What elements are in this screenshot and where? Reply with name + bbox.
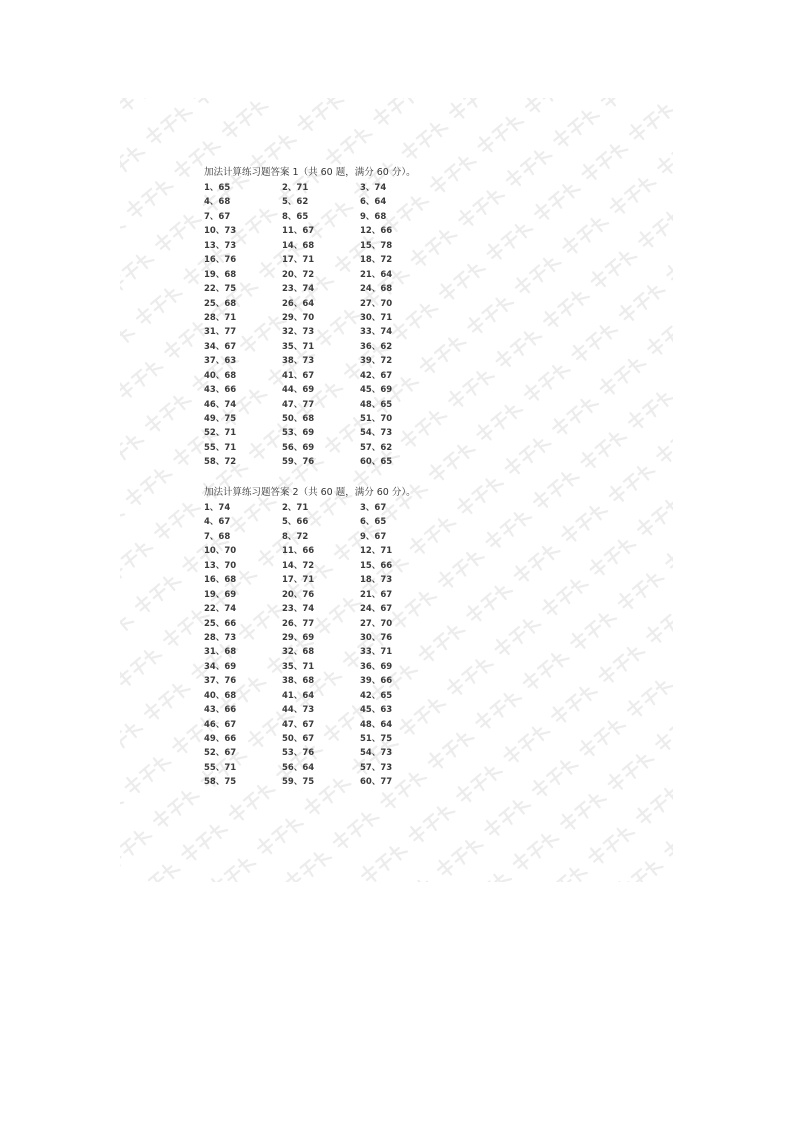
watermark-glyph	[587, 533, 637, 579]
answer-item: 8、65	[282, 211, 309, 222]
watermark-glyph	[120, 98, 165, 113]
watermark-glyph	[267, 98, 317, 101]
watermark-glyph	[160, 603, 210, 649]
answer-item: 1、74	[204, 503, 231, 513]
answer-item: 19、69	[204, 589, 237, 600]
answer-item: 55、71	[204, 442, 237, 453]
answer-item: 27、70	[360, 618, 393, 629]
answer-item: 29、70	[282, 312, 315, 323]
watermark-glyph	[120, 214, 126, 260]
watermark-glyph	[652, 707, 673, 753]
answer-item: 4、68	[204, 197, 231, 208]
answer-item: 18、72	[360, 255, 393, 266]
watermark-glyph	[462, 867, 512, 882]
watermark-glyph	[521, 358, 571, 404]
answer-item: 54、73	[360, 428, 393, 439]
answer-item: 18、73	[360, 575, 393, 586]
watermark-glyph	[586, 821, 636, 867]
answer-item: 40、68	[204, 690, 237, 701]
answer-item: 16、76	[204, 255, 237, 266]
section-title: 加法计算练习题答案 2（共 60 题，满分 60 分）。	[204, 487, 416, 498]
answer-item: 26、64	[282, 298, 315, 309]
answer-item: 25、66	[204, 618, 237, 629]
watermark-glyph	[569, 318, 619, 364]
watermark-glyph	[123, 462, 173, 508]
watermark-glyph	[511, 539, 561, 585]
answer-item: 19、68	[204, 269, 237, 280]
answer-item: 12、66	[360, 226, 393, 237]
watermark-glyph	[120, 502, 125, 548]
watermark-glyph	[635, 205, 673, 251]
watermark-glyph	[465, 291, 515, 337]
answer-item: 46、67	[204, 719, 237, 730]
answer-item: 41、67	[282, 370, 315, 381]
answer-item: 53、76	[282, 748, 315, 759]
answer-item: 41、64	[282, 690, 315, 701]
watermark-glyph	[124, 174, 174, 220]
watermark-glyph	[503, 144, 553, 190]
watermark-glyph	[283, 845, 333, 882]
answer-item: 58、72	[204, 457, 237, 468]
watermark-glyph	[530, 465, 580, 511]
watermark-glyph	[539, 573, 589, 619]
watermark-glyph	[550, 104, 600, 150]
watermark-glyph	[219, 98, 269, 141]
watermark-glyph	[473, 686, 523, 732]
watermark-glyph	[672, 634, 673, 680]
watermark-glyph	[558, 499, 608, 545]
answer-item: 2、71	[282, 503, 309, 513]
answer-item: 47、67	[282, 719, 315, 730]
answer-item: 42、65	[360, 690, 393, 701]
watermark-glyph	[493, 324, 543, 370]
answer-item: 60、77	[360, 777, 393, 788]
answer-item: 27、70	[360, 298, 393, 309]
answer-item: 47、77	[282, 399, 315, 410]
watermark-glyph	[142, 389, 192, 435]
answer-item: 44、73	[282, 705, 315, 716]
answer-item: 33、71	[360, 647, 393, 658]
answer-item: 48、64	[360, 719, 393, 730]
watermark-glyph	[323, 122, 373, 168]
answer-item: 31、68	[204, 647, 237, 658]
answer-item: 49、66	[204, 734, 237, 744]
watermark-glyph	[484, 217, 534, 263]
answer-item: 39、72	[360, 356, 393, 367]
answer-section-1	[204, 166, 464, 470]
watermark-glyph	[607, 171, 657, 217]
answer-grid	[204, 501, 464, 790]
answer-item: 23、74	[282, 604, 315, 615]
answer-item: 43、66	[204, 705, 237, 716]
watermark-glyph	[549, 392, 599, 438]
watermark-glyph	[434, 833, 484, 879]
answer-item: 46、74	[204, 399, 237, 410]
watermark-glyph	[522, 98, 572, 116]
answer-item: 4、67	[204, 517, 231, 528]
watermark-glyph	[663, 527, 673, 573]
answer-item: 21、64	[360, 269, 393, 280]
answer-item: 17、71	[282, 575, 315, 586]
answer-item: 51、75	[360, 734, 393, 744]
answer-item: 28、73	[204, 632, 237, 643]
watermark-glyph	[143, 101, 193, 147]
watermark-glyph	[120, 824, 153, 870]
answer-item: 37、76	[204, 676, 237, 687]
watermark-glyph	[371, 98, 421, 128]
answer-item: 11、66	[282, 546, 315, 557]
answer-item: 30、76	[360, 632, 393, 643]
answer-grid	[204, 181, 464, 470]
watermark-glyph	[120, 429, 145, 475]
watermark-glyph	[179, 818, 229, 864]
answer-item: 8、72	[282, 531, 309, 542]
watermark-glyph	[538, 861, 588, 882]
answer-item: 52、71	[204, 428, 237, 439]
answer-item: 45、63	[360, 705, 393, 716]
watermark-glyph	[120, 717, 144, 763]
answer-item: 43、66	[204, 385, 237, 396]
watermark-glyph	[626, 98, 673, 143]
answer-item: 5、62	[282, 197, 309, 208]
answer-item: 57、62	[360, 442, 393, 453]
watermark-glyph	[464, 579, 514, 625]
answer-item: 53、69	[282, 428, 315, 439]
answer-item: 57、73	[360, 762, 393, 773]
answer-item: 54、73	[360, 748, 393, 759]
watermark-glyph	[120, 355, 164, 401]
watermark-glyph	[131, 858, 181, 882]
answer-item: 24、67	[360, 604, 393, 615]
watermark-glyph	[120, 141, 146, 187]
watermark-glyph	[510, 827, 560, 873]
answer-item: 33、74	[360, 327, 393, 338]
watermark-glyph	[399, 116, 449, 162]
watermark-glyph	[254, 812, 304, 858]
answer-item: 21、67	[360, 589, 393, 600]
answer-item: 55、71	[204, 762, 237, 773]
watermark-glyph	[133, 282, 183, 328]
answer-item: 6、65	[360, 517, 387, 528]
answer-item: 22、75	[204, 284, 237, 295]
answer-item: 35、71	[282, 341, 315, 352]
answer-item: 56、64	[282, 762, 315, 773]
watermark-glyph	[625, 386, 673, 432]
answer-item: 50、68	[282, 414, 315, 424]
watermark-glyph	[512, 251, 562, 297]
answer-item: 13、73	[204, 240, 237, 251]
answer-item: 44、69	[282, 385, 315, 396]
watermark-glyph	[529, 753, 579, 799]
answer-item: 1、65	[204, 183, 231, 193]
answer-item: 51、70	[360, 414, 393, 424]
watermark-glyph	[474, 398, 524, 444]
answer-item: 34、69	[204, 661, 237, 672]
watermark-glyph	[150, 784, 200, 830]
answer-item: 20、76	[282, 589, 315, 600]
watermark-glyph	[568, 606, 618, 652]
answer-item: 32、68	[282, 647, 315, 658]
watermark-glyph	[502, 432, 552, 478]
watermark-glyph	[655, 131, 673, 177]
watermark-glyph	[475, 110, 525, 156]
answer-item: 52、67	[204, 748, 237, 759]
answer-item: 10、70	[204, 546, 237, 557]
watermark-glyph	[311, 879, 361, 882]
watermark-glyph	[207, 852, 257, 882]
answer-item: 37、63	[204, 356, 237, 367]
watermark-glyph	[578, 425, 628, 471]
answer-item: 36、62	[360, 341, 393, 352]
answer-item: 40、68	[204, 370, 237, 381]
watermark-glyph	[644, 312, 673, 358]
watermark-glyph	[615, 566, 665, 612]
watermark-glyph	[540, 285, 590, 331]
answer-item: 59、76	[282, 457, 315, 468]
answer-item: 3、74	[360, 183, 387, 193]
answer-item: 38、68	[282, 676, 315, 687]
answer-item: 25、68	[204, 298, 237, 309]
watermark-glyph	[596, 640, 646, 686]
answer-item: 12、71	[360, 546, 393, 557]
answer-item: 3、67	[360, 503, 387, 513]
watermark-glyph	[151, 496, 201, 542]
watermark-glyph	[295, 98, 345, 134]
watermark-glyph	[616, 278, 666, 324]
watermark-glyph	[606, 459, 656, 505]
answer-item: 6、64	[360, 197, 387, 208]
watermark-glyph	[358, 839, 408, 882]
answer-item: 14、72	[282, 560, 315, 571]
answer-item: 15、78	[360, 240, 393, 251]
watermark-glyph	[191, 98, 241, 107]
answer-item: 7、67	[204, 211, 231, 222]
watermark-glyph	[330, 806, 380, 852]
watermark-glyph	[141, 677, 191, 723]
answer-item: 20、72	[282, 269, 315, 280]
answer-item: 45、69	[360, 385, 393, 396]
watermark-glyph	[446, 98, 496, 122]
answer-item: 22、74	[204, 604, 237, 615]
watermark-glyph	[664, 239, 673, 285]
watermark-glyph	[483, 505, 533, 551]
watermark-glyph	[520, 646, 570, 692]
answer-item: 30、71	[360, 312, 393, 323]
watermark-glyph	[598, 98, 648, 110]
watermark-glyph	[120, 790, 124, 836]
answer-item: 42、67	[360, 370, 393, 381]
answer-item: 35、71	[282, 661, 315, 672]
answer-section-2	[204, 486, 464, 790]
answer-item: 28、71	[204, 312, 237, 323]
answer-item: 60、65	[360, 457, 393, 468]
answer-item: 50、67	[282, 734, 315, 744]
answer-item: 36、69	[360, 661, 393, 672]
watermark-glyph	[614, 855, 664, 882]
watermark-glyph	[634, 493, 673, 539]
watermark-glyph	[120, 536, 154, 582]
watermark-glyph	[605, 747, 655, 793]
watermark-glyph	[579, 137, 629, 183]
answer-item: 29、69	[282, 632, 315, 643]
answer-item: 9、67	[360, 531, 387, 542]
answer-item: 58、75	[204, 777, 237, 788]
answer-item: 11、67	[282, 226, 315, 237]
answer-item: 26、77	[282, 618, 315, 629]
section-title: 加法计算练习题答案 1（共 60 题，满分 60 分）。	[204, 167, 416, 178]
answer-item: 39、66	[360, 676, 393, 687]
watermark-glyph	[577, 714, 627, 760]
answer-item: 17、71	[282, 255, 315, 266]
answer-item: 14、68	[282, 240, 315, 251]
watermark-glyph	[387, 873, 437, 882]
watermark-glyph	[624, 674, 673, 720]
watermark-glyph	[132, 570, 182, 616]
answer-item: 59、75	[282, 777, 315, 788]
answer-item: 2、71	[282, 183, 309, 193]
watermark-glyph	[482, 793, 532, 839]
watermark-glyph	[120, 609, 134, 655]
answer-item: 49、75	[204, 414, 237, 424]
answer-item: 13、70	[204, 560, 237, 571]
answer-item: 23、74	[282, 284, 315, 295]
watermark-glyph	[406, 799, 456, 845]
watermark-glyph	[548, 680, 598, 726]
answer-item: 56、69	[282, 442, 315, 453]
answer-item: 7、68	[204, 531, 231, 542]
watermark-glyph	[557, 787, 607, 833]
answer-item: 5、66	[282, 517, 309, 528]
watermark-glyph	[643, 600, 673, 646]
answer-item: 24、68	[360, 284, 393, 295]
watermark-glyph	[152, 208, 202, 254]
watermark-glyph	[661, 815, 673, 861]
answer-item: 16、68	[204, 575, 237, 586]
watermark-glyph	[588, 245, 638, 291]
watermark-glyph	[531, 177, 581, 223]
watermark-glyph	[597, 352, 647, 398]
watermark-glyph	[560, 211, 610, 257]
watermark-glyph	[633, 781, 673, 827]
answer-item: 34、67	[204, 341, 237, 352]
answer-item: 48、65	[360, 399, 393, 410]
watermark-glyph	[120, 643, 163, 689]
answer-item: 31、77	[204, 327, 237, 338]
watermark-glyph	[120, 248, 155, 294]
watermark-glyph	[492, 612, 542, 658]
answer-item: 38、73	[282, 356, 315, 367]
watermark-glyph	[122, 750, 172, 796]
watermark-glyph	[653, 419, 673, 465]
answer-item: 9、68	[360, 211, 387, 222]
watermark-glyph	[501, 720, 551, 766]
answer-item: 32、73	[282, 327, 315, 338]
answer-item: 10、73	[204, 226, 237, 237]
answer-item: 15、66	[360, 560, 393, 571]
watermark-glyph	[120, 321, 136, 367]
